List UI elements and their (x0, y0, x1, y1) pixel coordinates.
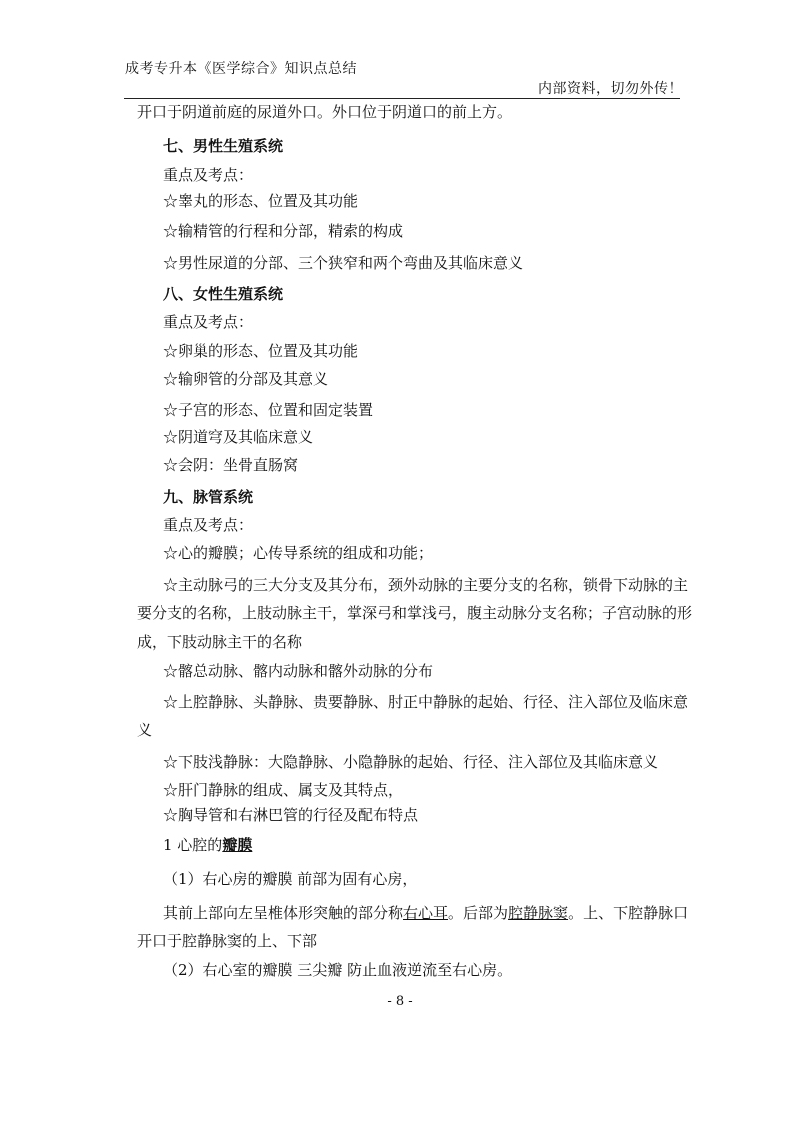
underlined-term: 右心耳 (403, 904, 449, 922)
paragraph-line (163, 904, 688, 922)
section-heading-8: 八、女性生殖系统 (163, 285, 284, 303)
section-heading-7: 七、男性生殖系统 (163, 137, 284, 155)
list-item-continuation: 要分支的名称，上肢动脉主干，掌深弓和掌浅弓，腹主动脉分支名称；子宫动脉的形 (137, 604, 693, 622)
key-points-label: 重点及考点： (163, 166, 254, 184)
text-span: 。后部为 (448, 904, 509, 922)
subheading-prefix: 1 心腔的 (163, 836, 223, 854)
list-item: ☆输卵管的分部及其意义 (163, 370, 329, 388)
subheading-heart-valves (163, 836, 252, 854)
paragraph-line: 开口于腔静脉窦的上、下部 (137, 932, 318, 950)
page-number: - 8 - (387, 994, 413, 1009)
header-notice: 内部资料，切勿外传！ (538, 81, 683, 97)
list-item: ☆肝门静脉的组成、属支及其特点， (163, 781, 404, 799)
list-item-continuation: 义 (137, 721, 153, 739)
list-item: ☆卵巢的形态、位置及其功能 (163, 342, 359, 360)
list-item: ☆睾丸的形态、位置及其功能 (163, 192, 359, 210)
text-line: 开口于阴道前庭的尿道外口。外口位于阴道口的前上方。 (137, 103, 513, 121)
list-item: ☆心的瓣膜；心传导系统的组成和功能； (163, 544, 434, 562)
key-points-label: 重点及考点： (163, 516, 254, 534)
underlined-term: 瓣膜 (222, 836, 253, 854)
underlined-term: 腔静脉窦 (508, 904, 569, 922)
paragraph-line: （2）右心室的瓣膜 三尖瓣 防止血液逆流至右心房。 (163, 961, 513, 979)
list-item: ☆会阴：坐骨直肠窝 (163, 456, 299, 474)
text-span: 其前上部向左呈椎体形突触的部分称 (163, 904, 404, 922)
list-item: ☆上腔静脉、头静脉、贵要静脉、肘正中静脉的起始、行径、注入部位及临床意 (163, 693, 689, 711)
list-item: ☆子宫的形态、位置和固定装置 (163, 401, 374, 419)
list-item: ☆男性尿道的分部、三个狭窄和两个弯曲及其临床意义 (163, 254, 524, 272)
header-title: 成考专升本《医学综合》知识点总结 (125, 61, 357, 77)
list-item-continuation: 成，下肢动脉主干的名称 (137, 633, 303, 651)
list-item: ☆输精管的行程和分部，精索的构成 (163, 222, 404, 240)
list-item: ☆胸导管和右淋巴管的行径及配布特点 (163, 806, 419, 824)
section-heading-9: 九、脉管系统 (163, 488, 254, 506)
list-item: ☆阴道穹及其临床意义 (163, 428, 314, 446)
header-rule (124, 98, 680, 99)
text-span: 。上、下腔静脉口 (568, 904, 689, 922)
list-item: ☆主动脉弓的三大分支及其分布，颈外动脉的主要分支的名称，锁骨下动脉的主 (163, 576, 689, 594)
key-points-label: 重点及考点： (163, 313, 254, 331)
list-item: ☆髂总动脉、髂内动脉和髂外动脉的分布 (163, 662, 434, 680)
list-item: ☆下肢浅静脉：大隐静脉、小隐静脉的起始、行径、注入部位及其临床意义 (163, 753, 659, 771)
paragraph-line: （1）右心房的瓣膜 前部为固有心房， (163, 870, 418, 888)
